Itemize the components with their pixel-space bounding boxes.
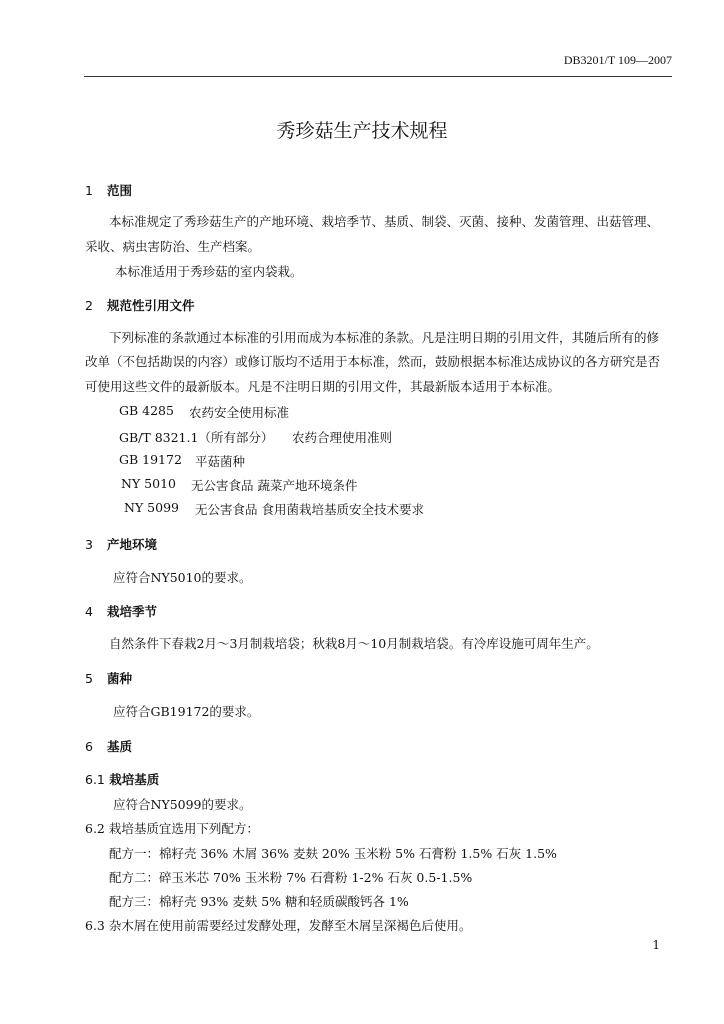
section-title: 菌种: [107, 671, 133, 686]
reference-name: 无公害食品 蔬菜产地环境条件: [191, 478, 358, 493]
section-1-heading: [85, 181, 132, 199]
subsection-6-1-heading: [85, 770, 159, 788]
paragraph-line: 采收、病虫害防治、生产档案。: [85, 239, 261, 254]
reference-item: [124, 500, 424, 517]
section-6-heading: [85, 737, 132, 755]
reference-item: [119, 403, 290, 420]
subsection-number: 6.1: [85, 772, 105, 787]
paragraph-line: 本标准规定了秀珍菇生产的产地环境、栽培季节、基质、制袋、灭菌、接种、发菌管理、出菇管理、: [109, 214, 660, 229]
paragraph-line: 本标准适用于秀珍菇的室内袋栽。: [115, 264, 303, 279]
paragraph-line: 自然条件下春栽2月～3月制栽培袋；秋栽8月～10月制栽培袋。有冷库设施可周年生产。: [109, 636, 599, 651]
reference-item: [119, 428, 393, 446]
section-title: 基质: [107, 739, 133, 754]
reference-name: 农药合理使用准则: [292, 430, 393, 445]
section-number: 6: [85, 739, 93, 754]
reference-code: GB 4285: [119, 403, 174, 418]
section-title: 规范性引用文件: [107, 298, 195, 313]
document-title: 秀珍菇生产技术规程: [276, 120, 448, 142]
reference-name: 无公害食品 食用菌栽培基质安全技术要求: [195, 502, 424, 517]
section-4-heading: [85, 602, 157, 620]
paragraph-line: 应符合NY5099的要求。: [113, 797, 252, 812]
reference-name: 农药安全使用标准: [189, 405, 290, 420]
section-number: 2: [85, 298, 93, 313]
formula-2: 配方二：碎玉米芯 70% 玉米粉 7% 石膏粉 1-2% 石灰 0.5-1.5%: [109, 870, 473, 885]
section-5-heading: [85, 669, 132, 687]
reference-item: [121, 476, 358, 493]
reference-code: NY 5099: [124, 500, 179, 515]
subsection-6-2: 6.2 栽培基质宜选用下列配方：: [85, 821, 259, 836]
section-title: 范围: [107, 183, 133, 198]
paragraph-line: 应符合GB19172的要求。: [113, 704, 260, 719]
section-2-heading: [85, 296, 195, 314]
header-rule: [84, 76, 672, 77]
section-number: 4: [85, 604, 93, 619]
paragraph-line: 应符合NY5010的要求。: [113, 570, 252, 585]
paragraph-line: 下列标准的条款通过本标准的引用而成为本标准的条款。凡是注明日期的引用文件，其随后所有的修: [109, 330, 660, 345]
standard-code: DB3201/T 109—2007: [563, 53, 672, 67]
subsection-6-3: 6.3 杂木屑在使用前需要经过发酵处理，发酵至木屑呈深褐色后使用。: [85, 918, 472, 933]
page-number: 1: [652, 938, 660, 952]
paragraph-line: 改单（不包括勘误的内容）或修订版均不适用于本标准，然而，鼓励根据本标准达成协议的各方研究是否: [85, 354, 661, 369]
section-3-heading: [85, 535, 157, 553]
section-title: 产地环境: [107, 537, 158, 552]
formula-3: 配方三：棉籽壳 93% 麦麸 5% 糖和轻质碳酸钙各 1%: [109, 894, 409, 909]
reference-code: GB/T 8321.1（所有部分）: [119, 430, 274, 445]
section-number: 1: [85, 183, 93, 198]
reference-code: GB 19172: [119, 452, 182, 467]
reference-item: [119, 452, 246, 469]
section-number: 5: [85, 671, 93, 686]
reference-code: NY 5010: [121, 476, 176, 491]
paragraph-line: 可使用这些文件的最新版本。凡是不注明日期的引用文件，其最新版本适用于本标准。: [85, 379, 561, 394]
section-title: 栽培季节: [107, 604, 158, 619]
subsection-title: 栽培基质: [109, 772, 160, 787]
formula-1: 配方一：棉籽壳 36% 木屑 36% 麦麸 20% 玉米粉 5% 石膏粉 1.5% 石灰 1.5%: [109, 846, 557, 861]
reference-name: 平菇菌种: [195, 454, 246, 469]
section-number: 3: [85, 537, 93, 552]
